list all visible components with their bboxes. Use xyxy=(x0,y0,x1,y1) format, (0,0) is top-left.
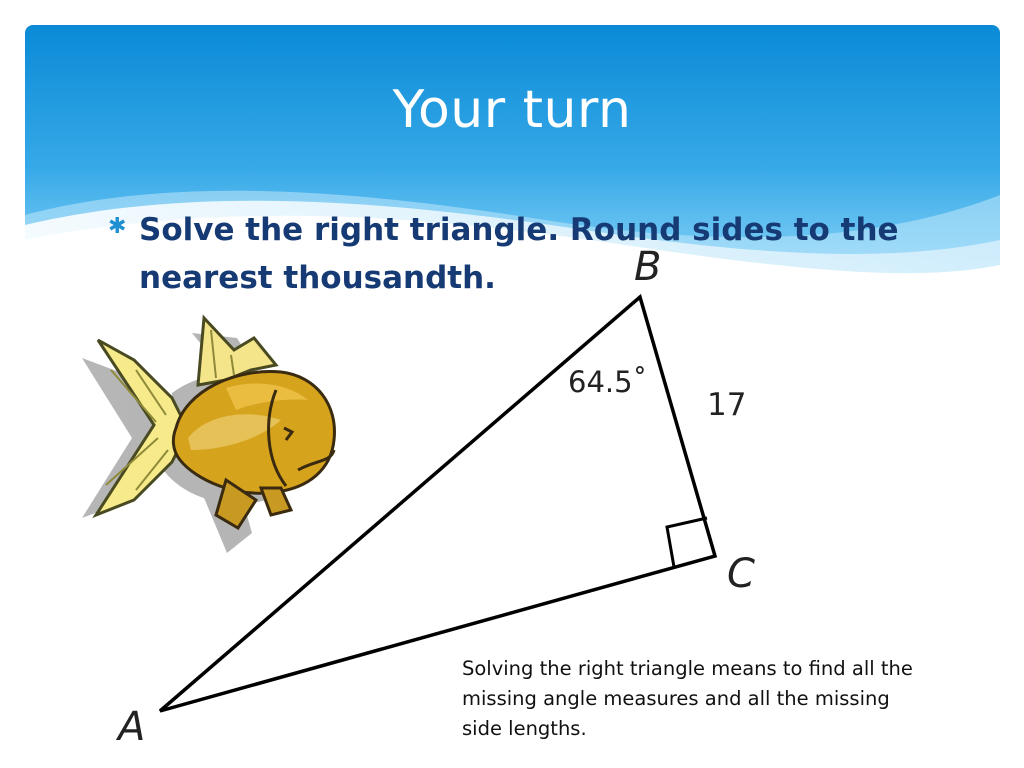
side-bc-label: 17 xyxy=(707,387,747,423)
asterisk-icon: ✱ xyxy=(108,214,127,239)
definition-note xyxy=(462,654,982,744)
note-line: side lengths. xyxy=(462,717,587,740)
vertex-label-c: C xyxy=(727,551,755,597)
vertex-label-a: A xyxy=(118,704,146,750)
bullet-line: Solve the right triangle. Round sides to the xyxy=(139,212,899,248)
vertex-label-b: B xyxy=(634,244,662,290)
note-line: missing angle measures and all the missing xyxy=(462,687,890,710)
triangle-shape xyxy=(160,297,715,711)
bullet-line: nearest thousandth. xyxy=(139,260,496,296)
slide-title: Your turn xyxy=(392,80,632,140)
note-line: Solving the right triangle means to find all the xyxy=(462,657,913,680)
angle-b-label: 64.5˚ xyxy=(568,365,648,399)
